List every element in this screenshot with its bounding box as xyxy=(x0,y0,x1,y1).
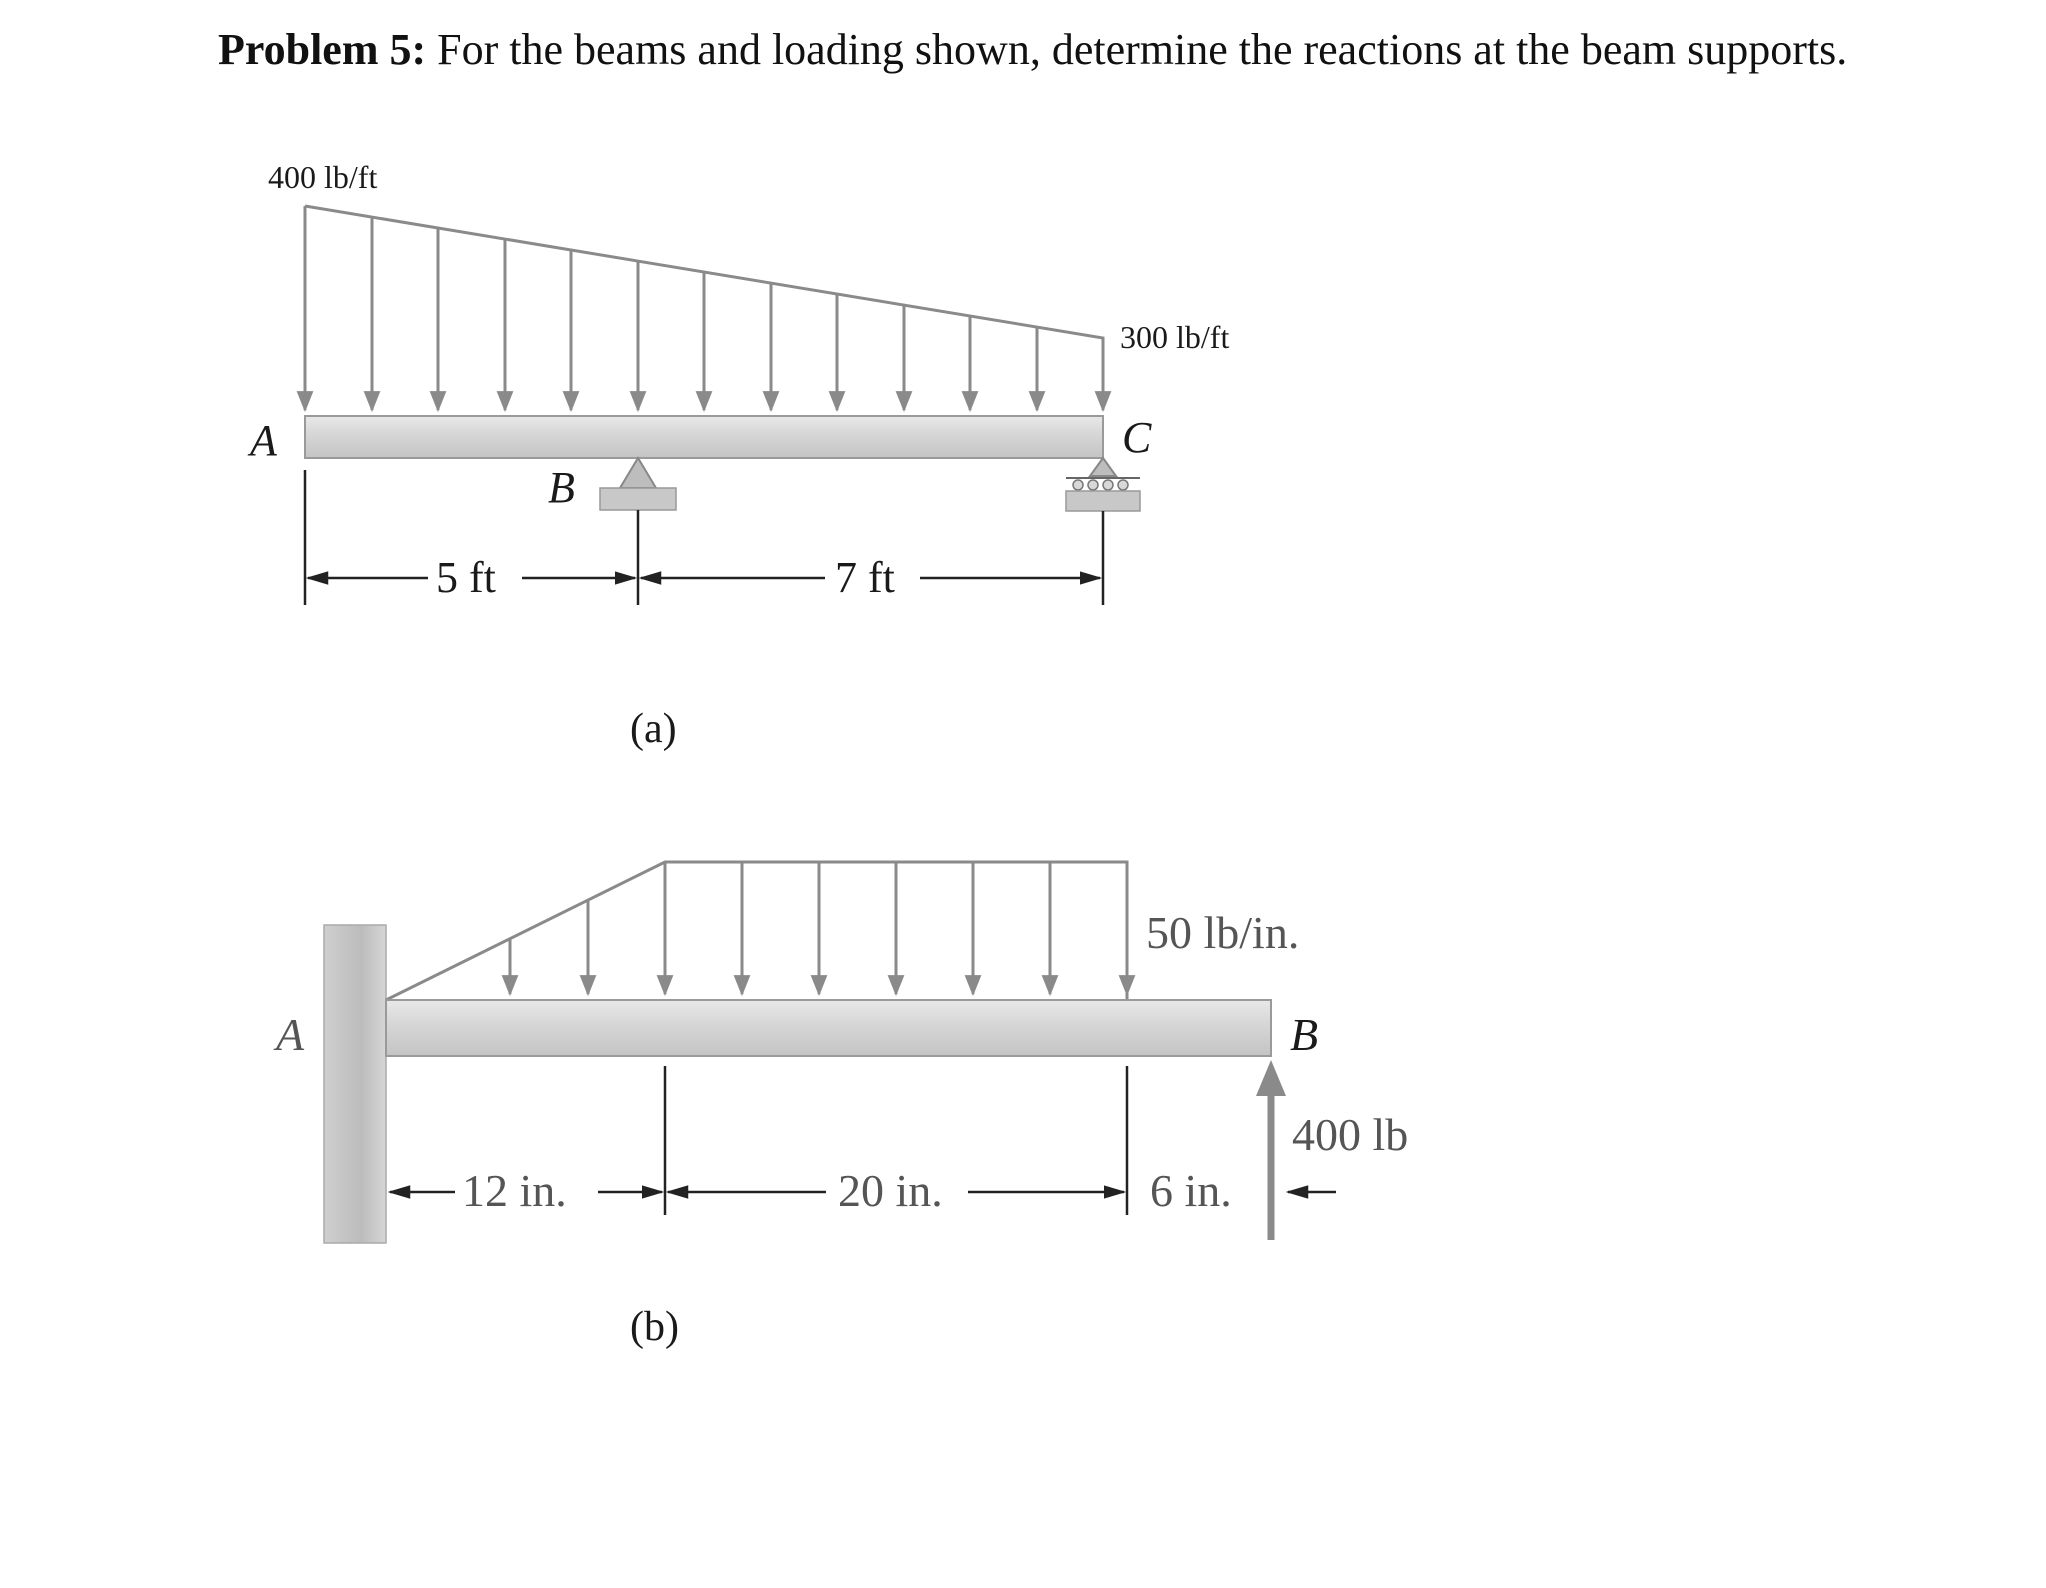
dimension-20in: 20 in. xyxy=(838,1165,943,1216)
distributed-load-arrows-b xyxy=(510,862,1127,994)
beam-a xyxy=(305,416,1103,458)
point-load-label: 400 lb xyxy=(1292,1109,1409,1160)
distributed-load-arrows-a xyxy=(305,206,1103,410)
dimension-12in: 12 in. xyxy=(462,1165,567,1216)
load-label-right: 300 lb/ft xyxy=(1120,319,1230,355)
dimension-ab: 5 ft xyxy=(436,553,496,602)
distributed-load-label: 50 lb/in. xyxy=(1146,907,1300,958)
point-load-arrow xyxy=(1256,1060,1286,1240)
roller-support-c xyxy=(1066,458,1140,511)
caption-b: (b) xyxy=(630,1304,679,1350)
point-label-a-b: A xyxy=(276,1009,305,1060)
point-label-b: B xyxy=(548,463,575,512)
problem-text: For the beams and loading shown, determine the reactions at the beam supports. xyxy=(437,25,1848,74)
point-label-b-b: B xyxy=(1290,1009,1319,1060)
dimension-6in: 6 in. xyxy=(1150,1165,1232,1216)
fixed-wall xyxy=(324,925,386,1243)
problem-number: Problem 5: xyxy=(218,25,427,74)
dimension-bc: 7 ft xyxy=(835,553,895,602)
extension-lines-a xyxy=(305,470,1103,605)
point-label-a: A xyxy=(250,416,277,465)
figure-a xyxy=(247,159,1229,752)
load-outline-b xyxy=(386,862,1127,1000)
pin-support-b xyxy=(600,458,676,510)
load-label-left: 400 lb/ft xyxy=(268,159,378,195)
figure-b xyxy=(273,862,1408,1350)
caption-a: (a) xyxy=(630,706,677,752)
point-label-c: C xyxy=(1122,413,1152,462)
beam-b xyxy=(386,1000,1271,1056)
